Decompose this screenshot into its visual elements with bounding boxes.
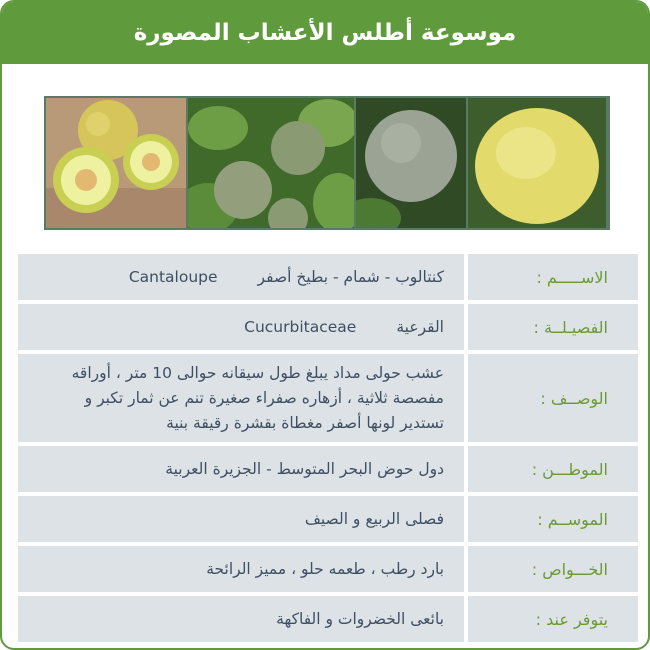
photo-strip [44, 96, 610, 230]
name-latin: Cantaloupe [128, 267, 218, 286]
name-label: الاســـــم : [468, 254, 638, 300]
available-at-label: يتوفر عند : [468, 596, 638, 642]
available-at-value: بائعى الخضروات و الفاكهة [18, 596, 464, 642]
season-label: الموســم : [468, 496, 638, 542]
properties-label: الخـــواص : [468, 546, 638, 592]
netted-melon-photo [356, 98, 466, 228]
table-row [18, 354, 638, 442]
table-row [18, 304, 638, 350]
name-value [18, 254, 464, 300]
yellow-melon-photo [468, 98, 606, 228]
family-label: الفصيـلــة : [468, 304, 638, 350]
melon-cut-photo [46, 98, 186, 228]
properties-value: بارد رطب ، طعمه حلو ، مميز الرائحة [18, 546, 464, 592]
table-row [18, 546, 638, 592]
page-title: موسوعة أطلس الأعشاب المصورة [2, 2, 648, 64]
season-value: فصلى الربيع و الصيف [18, 496, 464, 542]
family-arabic: القرعية [396, 317, 444, 336]
habitat-value: دول حوض البحر المتوسط - الجزيرة العربية [18, 446, 464, 492]
info-table [18, 254, 638, 646]
table-row [18, 496, 638, 542]
family-value [18, 304, 464, 350]
habitat-label: الموطـــن : [468, 446, 638, 492]
name-arabic: كنتالوب - شمام - بطيخ أصفر [257, 267, 444, 286]
table-row [18, 596, 638, 642]
description-label: الوصــف : [468, 354, 638, 442]
family-latin: Cucurbitaceae [244, 317, 357, 336]
table-row [18, 446, 638, 492]
melons-on-vine-photo [188, 98, 354, 228]
table-row [18, 254, 638, 300]
description-value: عشب حولى مداد يبلغ طول سيقانه حوالى 10 متر ، أوراقه مفصصة ثلاثية ، أزهاره صفراء صغيرة تنم عن ثمار تكبر و تستدير لونها أصفر مغطاة بقشرة رقيقة بنية [18, 354, 464, 442]
